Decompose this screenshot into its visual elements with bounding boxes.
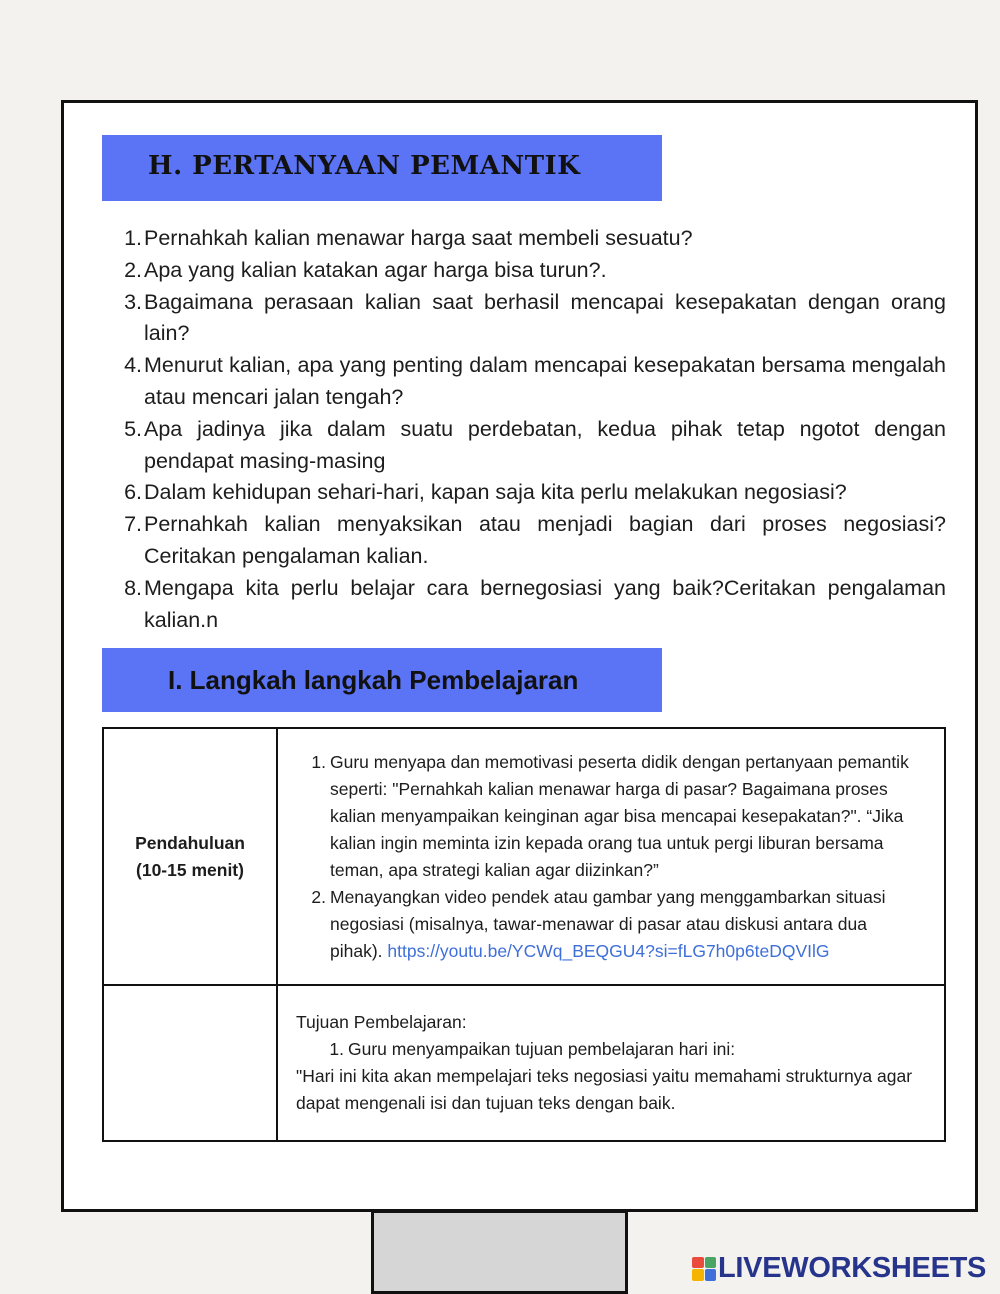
question-item: 8. Mengapa kita perlu belajar cara bernegosiasi yang baik?Ceritakan pengalaman kalian.n — [124, 575, 946, 632]
section-i-header — [102, 648, 662, 712]
liveworksheets-logo-icon — [692, 1257, 716, 1281]
learning-steps-table — [102, 727, 946, 1142]
activity-cell — [277, 728, 945, 985]
section-i-title: I. Langkah langkah Pembelajaran — [168, 665, 579, 695]
section-h-header — [102, 135, 662, 201]
question-item: 3. Bagaimana perasaan kalian saat berhasil mencapai kesepakatan dengan orang lain? — [124, 289, 946, 346]
logo-square-red — [692, 1257, 704, 1269]
section-h-title: H. PERTANYAAN PEMANTIK — [148, 151, 581, 181]
question-item: 5. Apa jadinya jika dalam suatu perdebatan, kedua pihak tetap ngotot dengan pendapat masing-masing — [124, 416, 946, 473]
tujuan-item: 1. Guru menyampaikan tujuan pembelajaran hari ini: — [329, 1039, 736, 1059]
logo-square-blue — [705, 1269, 717, 1281]
tujuan-list — [296, 1036, 926, 1063]
worksheet-page — [61, 100, 978, 1212]
activity-item: 2. Menayangkan video pendek atau gambar yang menggambarkan situasi negosiasi (misalnya, tawar-menawar di pasar atau diskusi antara dua pihak). https://youtu.be/YCWq_BEQGU4?si=fLG7h0p6teDQVIlG — [311, 886, 886, 961]
phase-label: Pendahuluan — [135, 832, 245, 853]
question-item: 6. Dalam kehidupan sehari-hari, kapan saja kita perlu melakukan negosiasi? — [124, 480, 847, 505]
liveworksheets-brand — [692, 1252, 986, 1285]
activity-list — [278, 749, 944, 965]
navigation-box — [371, 1210, 628, 1294]
tujuan-cell — [277, 985, 945, 1141]
tujuan-quote: "Hari ini kita akan mempelajari teks negosiasi yaitu memahami strukturnya agar dapat mengenali isi dan tujuan teks dengan baik. — [296, 1066, 913, 1113]
question-item: 7. Pernahkah kalian menyaksikan atau menjadi bagian dari proses negosiasi? Ceritakan pengalaman kalian. — [124, 512, 946, 568]
phase-cell-pendahuluan — [103, 728, 277, 985]
activity-item: 1. Guru menyapa dan memotivasi peserta didik dengan pertanyaan pemantik seperti: "Pernahkah kalian menawar harga di pasar? Bagaimana proses kalian menyampaikan keinginan agar bisa mencapai kesepakatan?". “Jika kalian ingin meminta izin kepada orang tua untuk pergi liburan bersama teman, apa strategi kalian agar diizinkan?” — [311, 751, 909, 880]
phase-duration: (10-15 menit) — [136, 859, 244, 880]
pemantik-question-list — [114, 223, 946, 636]
logo-square-green — [705, 1257, 717, 1269]
table-row — [103, 985, 945, 1141]
question-item: 2. Apa yang kalian katakan agar harga bisa turun?. — [124, 257, 607, 282]
question-item: 4. Menurut kalian, apa yang penting dalam mencapai kesepakatan bersama mengalah atau mencari jalan tengah? — [124, 353, 946, 409]
question-item: 1. Pernahkah kalian menawar harga saat membeli sesuatu? — [124, 226, 693, 250]
video-link[interactable]: https://youtu.be/YCWq_BEQGU4?si=fLG7h0p6teDQVIlG — [387, 940, 830, 961]
brand-name: LIVEWORKSHEETS — [718, 1252, 987, 1284]
tujuan-heading: Tujuan Pembelajaran: — [296, 1012, 467, 1032]
table-row — [103, 728, 945, 985]
phase-cell-empty — [103, 985, 277, 1141]
logo-square-yellow — [692, 1269, 704, 1281]
